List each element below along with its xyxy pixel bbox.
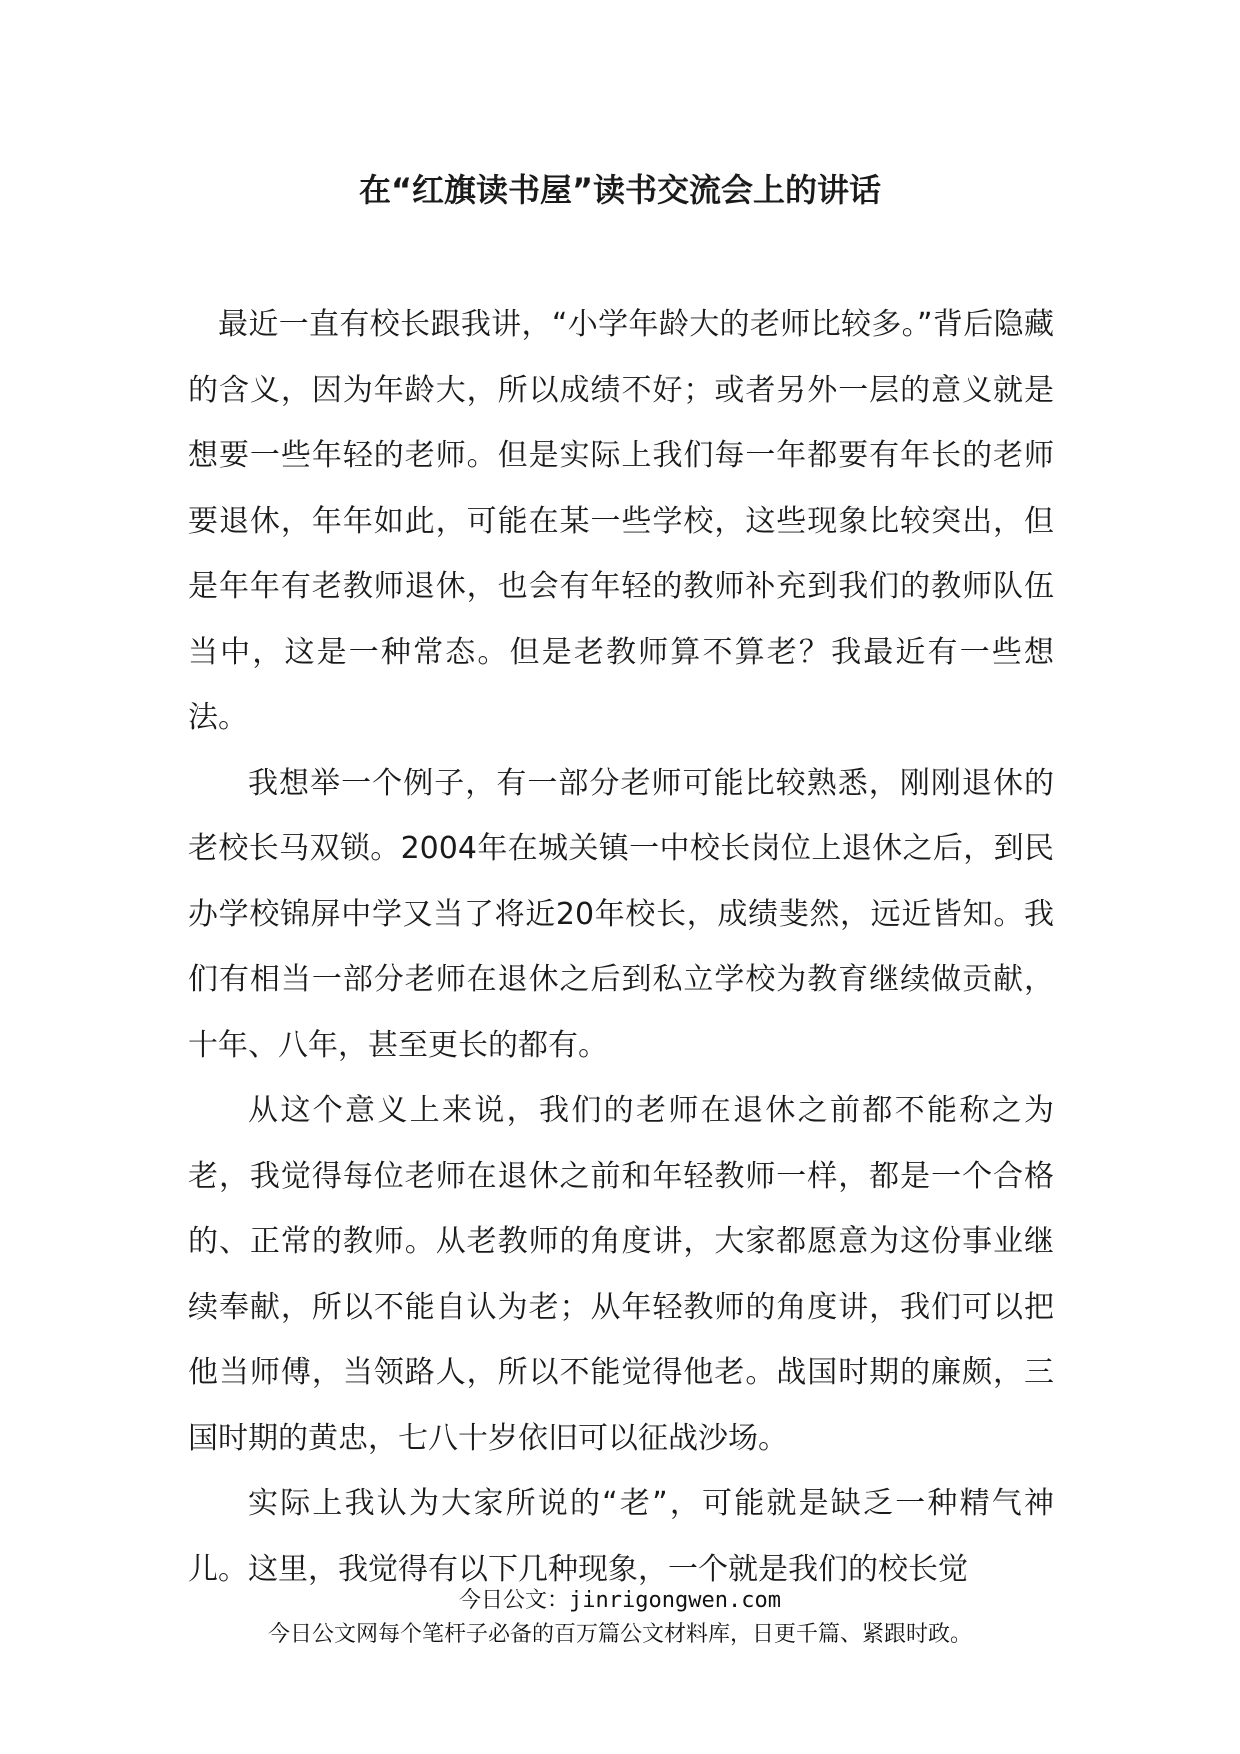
footer-site-url[interactable]: jinrigongwen.com bbox=[569, 1588, 781, 1613]
footer-slogan: 今日公文网每个笔杆子必备的百万篇公文材料库，日更千篇、紧跟时政。 bbox=[267, 1622, 972, 1647]
footer-site-label: 今日公文： bbox=[459, 1588, 570, 1613]
paragraph-1: 最近一直有校长跟我讲，“小学年龄大的老师比较多。”背后隐藏的含义，因为年龄大，所以成绩不好；或者另外一层的意义就是想要一些年轻的老师。但是实际上我们每一年都要有年长的老师要退休，年年如此，可能在某一些学校，这些现象比较突出，但是年年有老教师退休，也会有年轻的教师补充到我们的教师队伍当中，这是一种常态。但是老教师算不算老？我最近有一些想法。 bbox=[188, 307, 1054, 735]
paragraph-2: 我想举一个例子，有一部分老师可能比较熟悉，刚刚退休的老校长马双锁。2004年在城关镇一中校长岗位上退休之后，到民办学校锦屏中学又当了将近20年校长，成绩斐然，远近皆知。我们有相当一部分老师在退休之后到私立学校为教育继续做贡献，十年、八年，甚至更长的都有。 bbox=[188, 765, 1054, 1063]
footer-site-line bbox=[0, 1584, 1240, 1618]
document-title: 在“红旗读书屋”读书交流会上的讲话 bbox=[358, 171, 882, 209]
paragraph-4: 实际上我认为大家所说的“老”，可能就是缺乏一种精气神儿。这里，我觉得有以下几种现象，一个就是我们的校长觉 bbox=[188, 1486, 1054, 1587]
paragraph-3: 从这个意义上来说，我们的老师在退休之前都不能称之为老，我觉得每位老师在退休之前和年轻教师一样，都是一个合格的、正常的教师。从老教师的角度讲，大家都愿意为这份事业继续奉献，所以不能自认为老；从年轻教师的角度讲，我们可以把他当师傅，当领路人，所以不能觉得他老。战国时期的廉颇，三国时期的黄忠，七八十岁依旧可以征战沙场。 bbox=[188, 1093, 1054, 1456]
document-body bbox=[188, 292, 1054, 1602]
page-footer bbox=[0, 1584, 1240, 1652]
